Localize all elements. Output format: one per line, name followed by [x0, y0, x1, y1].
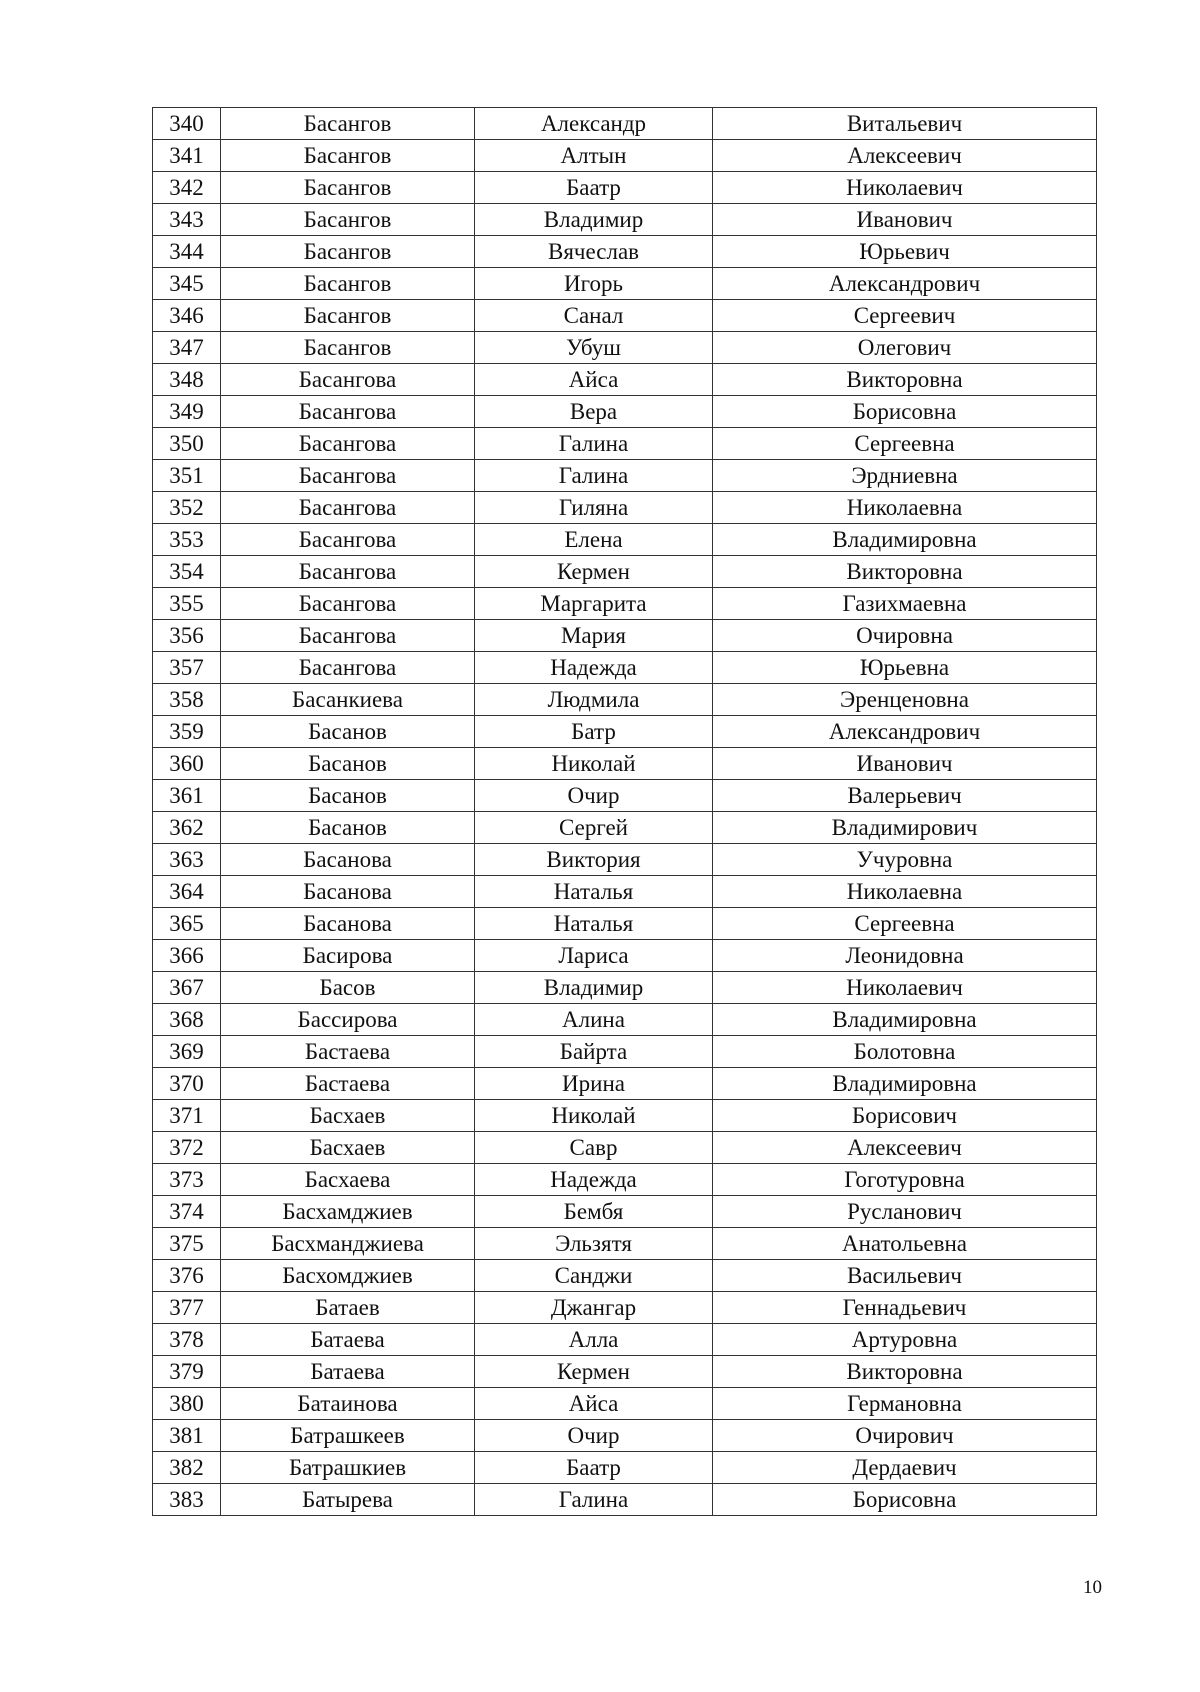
surname-cell: Батаев [221, 1292, 475, 1324]
row-number-cell: 380 [153, 1388, 221, 1420]
table-row [153, 1388, 1097, 1420]
surname-cell: Басангов [221, 172, 475, 204]
first-name-cell: Эльзятя [475, 1228, 713, 1260]
first-name-cell: Байрта [475, 1036, 713, 1068]
first-name-cell: Наталья [475, 908, 713, 940]
row-number-cell: 375 [153, 1228, 221, 1260]
first-name-cell: Вячеслав [475, 236, 713, 268]
patronymic-cell: Борисович [713, 1100, 1097, 1132]
row-number-cell: 343 [153, 204, 221, 236]
first-name-cell: Галина [475, 428, 713, 460]
patronymic-cell: Сергеевна [713, 908, 1097, 940]
table-row [153, 1036, 1097, 1068]
first-name-cell: Батр [475, 716, 713, 748]
row-number-cell: 359 [153, 716, 221, 748]
table-row [153, 236, 1097, 268]
table-row [153, 332, 1097, 364]
row-number-cell: 370 [153, 1068, 221, 1100]
table-row [153, 1196, 1097, 1228]
patronymic-cell: Сергеевна [713, 428, 1097, 460]
patronymic-cell: Юрьевич [713, 236, 1097, 268]
table-row [153, 268, 1097, 300]
patronymic-cell: Леонидовна [713, 940, 1097, 972]
surname-cell: Басангов [221, 236, 475, 268]
table-row [153, 1004, 1097, 1036]
row-number-cell: 341 [153, 140, 221, 172]
patronymic-cell: Владимировна [713, 1004, 1097, 1036]
table-row [153, 300, 1097, 332]
roster-table-body [153, 108, 1097, 1516]
first-name-cell: Галина [475, 1484, 713, 1516]
first-name-cell: Баатр [475, 1452, 713, 1484]
table-row [153, 748, 1097, 780]
first-name-cell: Маргарита [475, 588, 713, 620]
first-name-cell: Виктория [475, 844, 713, 876]
table-row [153, 396, 1097, 428]
patronymic-cell: Гоготуровна [713, 1164, 1097, 1196]
row-number-cell: 344 [153, 236, 221, 268]
row-number-cell: 355 [153, 588, 221, 620]
first-name-cell: Александр [475, 108, 713, 140]
row-number-cell: 369 [153, 1036, 221, 1068]
patronymic-cell: Очировна [713, 620, 1097, 652]
table-row [153, 620, 1097, 652]
roster-table [152, 107, 1097, 1516]
table-row [153, 1164, 1097, 1196]
patronymic-cell: Владимирович [713, 812, 1097, 844]
row-number-cell: 342 [153, 172, 221, 204]
surname-cell: Басангова [221, 396, 475, 428]
table-row [153, 908, 1097, 940]
surname-cell: Басангов [221, 332, 475, 364]
table-row [153, 204, 1097, 236]
first-name-cell: Ирина [475, 1068, 713, 1100]
first-name-cell: Санджи [475, 1260, 713, 1292]
first-name-cell: Сергей [475, 812, 713, 844]
surname-cell: Басанов [221, 748, 475, 780]
surname-cell: Басхомджиев [221, 1260, 475, 1292]
first-name-cell: Николай [475, 748, 713, 780]
first-name-cell: Надежда [475, 652, 713, 684]
first-name-cell: Савр [475, 1132, 713, 1164]
patronymic-cell: Юрьевна [713, 652, 1097, 684]
surname-cell: Басангова [221, 556, 475, 588]
first-name-cell: Игорь [475, 268, 713, 300]
row-number-cell: 358 [153, 684, 221, 716]
surname-cell: Басанова [221, 908, 475, 940]
table-row [153, 1292, 1097, 1324]
row-number-cell: 352 [153, 492, 221, 524]
patronymic-cell: Васильевич [713, 1260, 1097, 1292]
surname-cell: Басангов [221, 140, 475, 172]
first-name-cell: Бембя [475, 1196, 713, 1228]
patronymic-cell: Александрович [713, 268, 1097, 300]
row-number-cell: 368 [153, 1004, 221, 1036]
patronymic-cell: Анатольевна [713, 1228, 1097, 1260]
first-name-cell: Елена [475, 524, 713, 556]
row-number-cell: 348 [153, 364, 221, 396]
patronymic-cell: Германовна [713, 1388, 1097, 1420]
first-name-cell: Надежда [475, 1164, 713, 1196]
row-number-cell: 364 [153, 876, 221, 908]
row-number-cell: 374 [153, 1196, 221, 1228]
row-number-cell: 371 [153, 1100, 221, 1132]
row-number-cell: 367 [153, 972, 221, 1004]
patronymic-cell: Николаевна [713, 876, 1097, 908]
surname-cell: Басанов [221, 716, 475, 748]
row-number-cell: 365 [153, 908, 221, 940]
row-number-cell: 382 [153, 1452, 221, 1484]
surname-cell: Басангова [221, 460, 475, 492]
table-row [153, 1420, 1097, 1452]
surname-cell: Басангов [221, 268, 475, 300]
first-name-cell: Людмила [475, 684, 713, 716]
patronymic-cell: Борисовна [713, 1484, 1097, 1516]
row-number-cell: 350 [153, 428, 221, 460]
patronymic-cell: Эренценовна [713, 684, 1097, 716]
patronymic-cell: Владимировна [713, 1068, 1097, 1100]
surname-cell: Бастаева [221, 1036, 475, 1068]
first-name-cell: Санал [475, 300, 713, 332]
patronymic-cell: Борисовна [713, 396, 1097, 428]
table-row [153, 1100, 1097, 1132]
row-number-cell: 353 [153, 524, 221, 556]
patronymic-cell: Геннадьевич [713, 1292, 1097, 1324]
surname-cell: Басанкиева [221, 684, 475, 716]
patronymic-cell: Очирович [713, 1420, 1097, 1452]
table-row [153, 876, 1097, 908]
patronymic-cell: Иванович [713, 204, 1097, 236]
table-row [153, 684, 1097, 716]
row-number-cell: 361 [153, 780, 221, 812]
surname-cell: Басанова [221, 876, 475, 908]
surname-cell: Батаинова [221, 1388, 475, 1420]
patronymic-cell: Дердаевич [713, 1452, 1097, 1484]
surname-cell: Басангов [221, 204, 475, 236]
surname-cell: Басангова [221, 428, 475, 460]
first-name-cell: Алтын [475, 140, 713, 172]
surname-cell: Басангова [221, 364, 475, 396]
row-number-cell: 362 [153, 812, 221, 844]
first-name-cell: Лариса [475, 940, 713, 972]
row-number-cell: 354 [153, 556, 221, 588]
row-number-cell: 349 [153, 396, 221, 428]
patronymic-cell: Николаевна [713, 492, 1097, 524]
surname-cell: Батырева [221, 1484, 475, 1516]
patronymic-cell: Артуровна [713, 1324, 1097, 1356]
table-row [153, 844, 1097, 876]
first-name-cell: Айса [475, 1388, 713, 1420]
surname-cell: Бассирова [221, 1004, 475, 1036]
row-number-cell: 351 [153, 460, 221, 492]
first-name-cell: Кермен [475, 556, 713, 588]
row-number-cell: 346 [153, 300, 221, 332]
row-number-cell: 340 [153, 108, 221, 140]
surname-cell: Басхманджиева [221, 1228, 475, 1260]
first-name-cell: Очир [475, 1420, 713, 1452]
table-row [153, 588, 1097, 620]
surname-cell: Басангова [221, 620, 475, 652]
table-row [153, 780, 1097, 812]
surname-cell: Басхамджиев [221, 1196, 475, 1228]
first-name-cell: Баатр [475, 172, 713, 204]
table-row [153, 1452, 1097, 1484]
surname-cell: Басангова [221, 524, 475, 556]
row-number-cell: 345 [153, 268, 221, 300]
row-number-cell: 377 [153, 1292, 221, 1324]
row-number-cell: 376 [153, 1260, 221, 1292]
first-name-cell: Айса [475, 364, 713, 396]
first-name-cell: Владимир [475, 204, 713, 236]
surname-cell: Басхаев [221, 1100, 475, 1132]
first-name-cell: Гиляна [475, 492, 713, 524]
first-name-cell: Алла [475, 1324, 713, 1356]
table-row [153, 140, 1097, 172]
first-name-cell: Владимир [475, 972, 713, 1004]
row-number-cell: 360 [153, 748, 221, 780]
surname-cell: Бастаева [221, 1068, 475, 1100]
table-row [153, 652, 1097, 684]
patronymic-cell: Алексеевич [713, 1132, 1097, 1164]
patronymic-cell: Газихмаевна [713, 588, 1097, 620]
patronymic-cell: Николаевич [713, 972, 1097, 1004]
row-number-cell: 373 [153, 1164, 221, 1196]
patronymic-cell: Владимировна [713, 524, 1097, 556]
patronymic-cell: Сергеевич [713, 300, 1097, 332]
table-row [153, 172, 1097, 204]
surname-cell: Басангова [221, 492, 475, 524]
patronymic-cell: Алексеевич [713, 140, 1097, 172]
first-name-cell: Наталья [475, 876, 713, 908]
first-name-cell: Галина [475, 460, 713, 492]
first-name-cell: Очир [475, 780, 713, 812]
row-number-cell: 357 [153, 652, 221, 684]
table-row [153, 812, 1097, 844]
surname-cell: Батрашкеев [221, 1420, 475, 1452]
table-row [153, 1260, 1097, 1292]
surname-cell: Батаева [221, 1356, 475, 1388]
first-name-cell: Убуш [475, 332, 713, 364]
surname-cell: Батаева [221, 1324, 475, 1356]
patronymic-cell: Витальевич [713, 108, 1097, 140]
surname-cell: Басангов [221, 300, 475, 332]
table-row [153, 108, 1097, 140]
table-row [153, 460, 1097, 492]
surname-cell: Басхаева [221, 1164, 475, 1196]
surname-cell: Басанов [221, 812, 475, 844]
page-number: 10 [1083, 1577, 1102, 1598]
table-row [153, 492, 1097, 524]
patronymic-cell: Викторовна [713, 1356, 1097, 1388]
patronymic-cell: Александрович [713, 716, 1097, 748]
patronymic-cell: Иванович [713, 748, 1097, 780]
table-row [153, 940, 1097, 972]
table-row [153, 1356, 1097, 1388]
row-number-cell: 381 [153, 1420, 221, 1452]
table-row [153, 972, 1097, 1004]
table-row [153, 556, 1097, 588]
row-number-cell: 378 [153, 1324, 221, 1356]
surname-cell: Басангова [221, 588, 475, 620]
row-number-cell: 356 [153, 620, 221, 652]
surname-cell: Басанов [221, 780, 475, 812]
table-row [153, 428, 1097, 460]
row-number-cell: 383 [153, 1484, 221, 1516]
table-row [153, 1484, 1097, 1516]
patronymic-cell: Учуровна [713, 844, 1097, 876]
row-number-cell: 366 [153, 940, 221, 972]
row-number-cell: 347 [153, 332, 221, 364]
first-name-cell: Мария [475, 620, 713, 652]
surname-cell: Батрашкиев [221, 1452, 475, 1484]
surname-cell: Басирова [221, 940, 475, 972]
patronymic-cell: Болотовна [713, 1036, 1097, 1068]
first-name-cell: Джангар [475, 1292, 713, 1324]
surname-cell: Басангова [221, 652, 475, 684]
surname-cell: Басов [221, 972, 475, 1004]
surname-cell: Басангов [221, 108, 475, 140]
patronymic-cell: Олегович [713, 332, 1097, 364]
row-number-cell: 372 [153, 1132, 221, 1164]
patronymic-cell: Русланович [713, 1196, 1097, 1228]
table-row [153, 524, 1097, 556]
table-row [153, 364, 1097, 396]
surname-cell: Басхаев [221, 1132, 475, 1164]
row-number-cell: 379 [153, 1356, 221, 1388]
first-name-cell: Вера [475, 396, 713, 428]
first-name-cell: Николай [475, 1100, 713, 1132]
patronymic-cell: Валерьевич [713, 780, 1097, 812]
table-row [153, 1068, 1097, 1100]
first-name-cell: Алина [475, 1004, 713, 1036]
patronymic-cell: Викторовна [713, 556, 1097, 588]
patronymic-cell: Викторовна [713, 364, 1097, 396]
patronymic-cell: Эрдниевна [713, 460, 1097, 492]
surname-cell: Басанова [221, 844, 475, 876]
first-name-cell: Кермен [475, 1356, 713, 1388]
table-row [153, 1324, 1097, 1356]
table-row [153, 1132, 1097, 1164]
table-row [153, 716, 1097, 748]
row-number-cell: 363 [153, 844, 221, 876]
table-row [153, 1228, 1097, 1260]
patronymic-cell: Николаевич [713, 172, 1097, 204]
